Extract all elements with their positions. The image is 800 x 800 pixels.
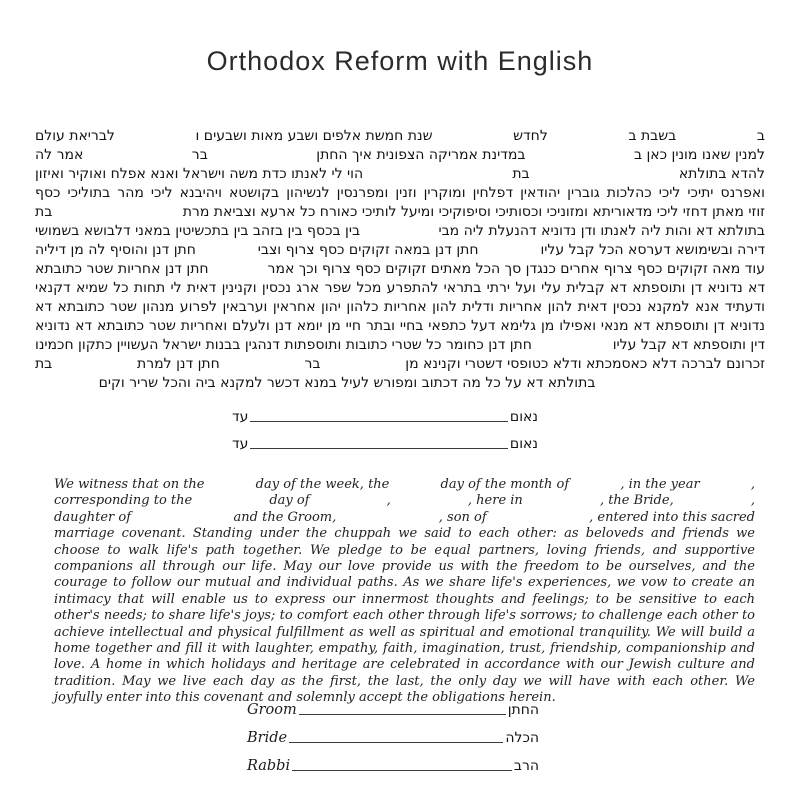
english-segment: We witness that on the (54, 477, 205, 492)
hebrew-line-1 (35, 127, 765, 146)
hebrew-segment: חתן דנן והוסיף לה מן דיליה (35, 242, 196, 258)
hebrew-segment: דין ותוספתא דא קבל עליו (612, 337, 765, 353)
bride-hebrew-label: הכלה (505, 730, 539, 746)
english-segment: day of the week, the (255, 477, 390, 492)
signature-line (250, 421, 508, 422)
hebrew-segment: למנין שאנו מונין כאן ב (633, 147, 765, 163)
hebrew-segment: לחדש (513, 128, 548, 144)
hebrew-segment: הוי לי לאנתו כדת משה וישראל ואנא אפלח ואוקיר ואיזון (34, 166, 364, 182)
english-segment: , (386, 493, 391, 509)
bride-label: Bride (247, 730, 288, 746)
english-line-3 (54, 510, 755, 526)
rabbi-signature-row (247, 754, 539, 774)
hebrew-line-3 (35, 165, 765, 184)
hebrew-segment: ב (756, 128, 765, 144)
witness-label: עד (232, 409, 249, 425)
hebrew-segment: בתולתא דא על כל מה דכתוב ומפורש לעיל במנא דכשר למקנא ביה והכל שריר וקים (98, 375, 596, 391)
groom-hebrew-label: החתן (507, 702, 539, 718)
hebrew-segment: בין בכסף בין בזהב בין בתכשיטין במאני דלבושא בשמושי (35, 223, 361, 239)
hebrew-contract-text (35, 127, 765, 393)
english-segment: , son of (438, 509, 487, 525)
hebrew-line-4 (35, 184, 765, 203)
hebrew-segment: שנת חמשת אלפים ושבע מאות ושבעים ו (195, 128, 433, 144)
hebrew-segment: זוזי מאתן דחזי ליכי מדאוריתא ומזוניכי וכסותיכי וסיפוקיכי ומיעל לותיכי כאורח כל ארעא וצביאת מרת (182, 204, 765, 220)
witness-signature-row-1 (232, 404, 538, 425)
hebrew-segment: עוד מאה זקוקים כסף צרוף אחרים כנגדן סך הכל מאתים זקוקים כסף צרוף וכך אמר (267, 261, 765, 277)
witness-signature-row-2 (232, 431, 538, 452)
hebrew-segment: אמר לה (35, 147, 84, 163)
page-title: Orthodox Reform with English (206, 46, 594, 76)
hebrew-line-8 (35, 260, 765, 279)
english-segment: day of (269, 493, 310, 509)
declarer-label: נאום (509, 436, 538, 452)
bride-signature-row (247, 726, 539, 746)
hebrew-line-14 (0, 374, 712, 393)
english-segment: , here in (467, 493, 523, 509)
english-segment: , (750, 477, 755, 492)
hebrew-line-11 (35, 317, 765, 336)
english-body-paragraph: marriage covenant. Standing under the chuppah we said to each other: as beloveds and friends we choose to walk life's path together. We pledge to be equal partners, loving friends, and supportive companions all through our life. May our love provide us with the freedom to be ourselves, and the courage to follow our mutual and individual paths. As we share life's experiences, we vow to create an intimacy that will enable us to express our innermost thoughts and feelings; to be sensitive to each other's needs; to share life's joys; to comfort each other through life's sorrows; to challenge each other to achieve intellectual and physical fulfillment as well as spiritual and emotional tranquility. We will build a home together and fill it with laughter, empathy, faith, imagination, trust, friendship, companionship and love. A home in which holidays and heritage are celebrated in accordance with our Jewish culture and tradition. May we live each day as the first, the last, the only day we will have with each other. We joyfully enter into this covenant and solemnly accept the obligations herein. (54, 526, 755, 706)
hebrew-segment: חתן דנן אחריות שטר כתובתא (35, 261, 209, 277)
signature-line (250, 448, 508, 449)
hebrew-line-7 (35, 241, 765, 260)
hebrew-segment: בת (35, 204, 53, 220)
hebrew-line-6 (35, 222, 765, 241)
hebrew-segment: דא נדוניא דן ותוספתא דא קבלית עלי ועל ירתי בתראי להתפרע מכל שפר ארג נכסין וקנינין דאית לי תחות כל שמיא דקנאי (35, 280, 765, 296)
hebrew-segment: נדוניא דן ותוספתא דא מנאי ואפילו מן גלימא דעל כתפאי בחיי ובתר חיי מן יומא דנן ולעלם ואחריות שטר כתובתא דא נדוניא (35, 318, 765, 334)
hebrew-segment: בת (512, 166, 530, 182)
hebrew-segment: בשבת ב (628, 128, 677, 144)
hebrew-segment: חתן דנן למרת (137, 356, 220, 372)
hebrew-segment: במדינת אמריקה הצפונית איך החתן (316, 147, 526, 163)
hebrew-witness-signatures (232, 404, 538, 458)
hebrew-line-12 (35, 336, 765, 355)
hebrew-segment: לבריאת עולם (34, 128, 115, 144)
party-signature-rows (247, 698, 539, 782)
english-segment: day of the month of (440, 477, 570, 492)
hebrew-line-13 (35, 355, 765, 374)
hebrew-line-10 (35, 298, 765, 317)
english-segment: , the Bride, (599, 493, 674, 509)
hebrew-segment: ואפרנס יתיכי ליכי כהלכות גוברין יהודאין דפלחין ומוקרין וזנין ומפרנסין לנשיהון בקושטא ויהיבנא ליכי מהר בתוליכי כסף (35, 185, 765, 201)
hebrew-segment: ודעתיד אנא למקנא נכסין דאית להון אחריות ודלית להון אחריות כלהון יהון אחראין וערבאין לפרוע מנהון שטר כתובתא דא (35, 299, 765, 315)
groom-signature-row (247, 698, 539, 718)
declarer-label: נאום (509, 409, 538, 425)
english-segment: and the Groom, (233, 509, 337, 525)
hebrew-segment: בר (304, 356, 321, 372)
witness-label: עד (232, 436, 249, 452)
hebrew-segment: זכרונם לברכה דלא כאסמכתא ודלא כטופסי דשטרי וקנינא מן (405, 356, 765, 372)
rabbi-label: Rabbi (247, 758, 291, 774)
english-segment: corresponding to the (54, 493, 193, 509)
groom-label: Groom (247, 702, 297, 718)
english-contract-text (54, 477, 755, 707)
hebrew-line-9 (35, 279, 765, 298)
hebrew-segment: דירה ובשימושא דערסא הכל קבל עליו (540, 242, 765, 258)
hebrew-segment: בתולתא דא והות ליה לאנתו ודן נדוניא דהנעלת ליה מבי (438, 223, 765, 239)
hebrew-segment: בת (34, 356, 53, 372)
english-line-1 (54, 477, 755, 493)
signature-line (289, 742, 503, 743)
signature-line (292, 770, 512, 771)
rabbi-hebrew-label: הרב (513, 758, 539, 774)
english-segment: , in the year (620, 477, 700, 492)
hebrew-line-2 (35, 146, 765, 165)
hebrew-segment: חתן דנן כחומר כל שטרי כתובות ותוספתות דנהגין בבנות ישראל העשויין כתקון חכמינו (35, 337, 532, 353)
hebrew-segment: להדא בתולתא (678, 166, 765, 182)
english-segment: daughter of (54, 509, 132, 525)
english-segment: , entered into this sacred (589, 509, 755, 525)
signature-line (299, 714, 506, 715)
hebrew-line-5 (35, 203, 765, 222)
hebrew-segment: בר (191, 147, 208, 163)
hebrew-segment: חתן דנן במאה זקוקים כסף צרוף וצבי (257, 242, 479, 258)
english-segment: , (750, 493, 755, 509)
english-line-2 (54, 493, 755, 509)
